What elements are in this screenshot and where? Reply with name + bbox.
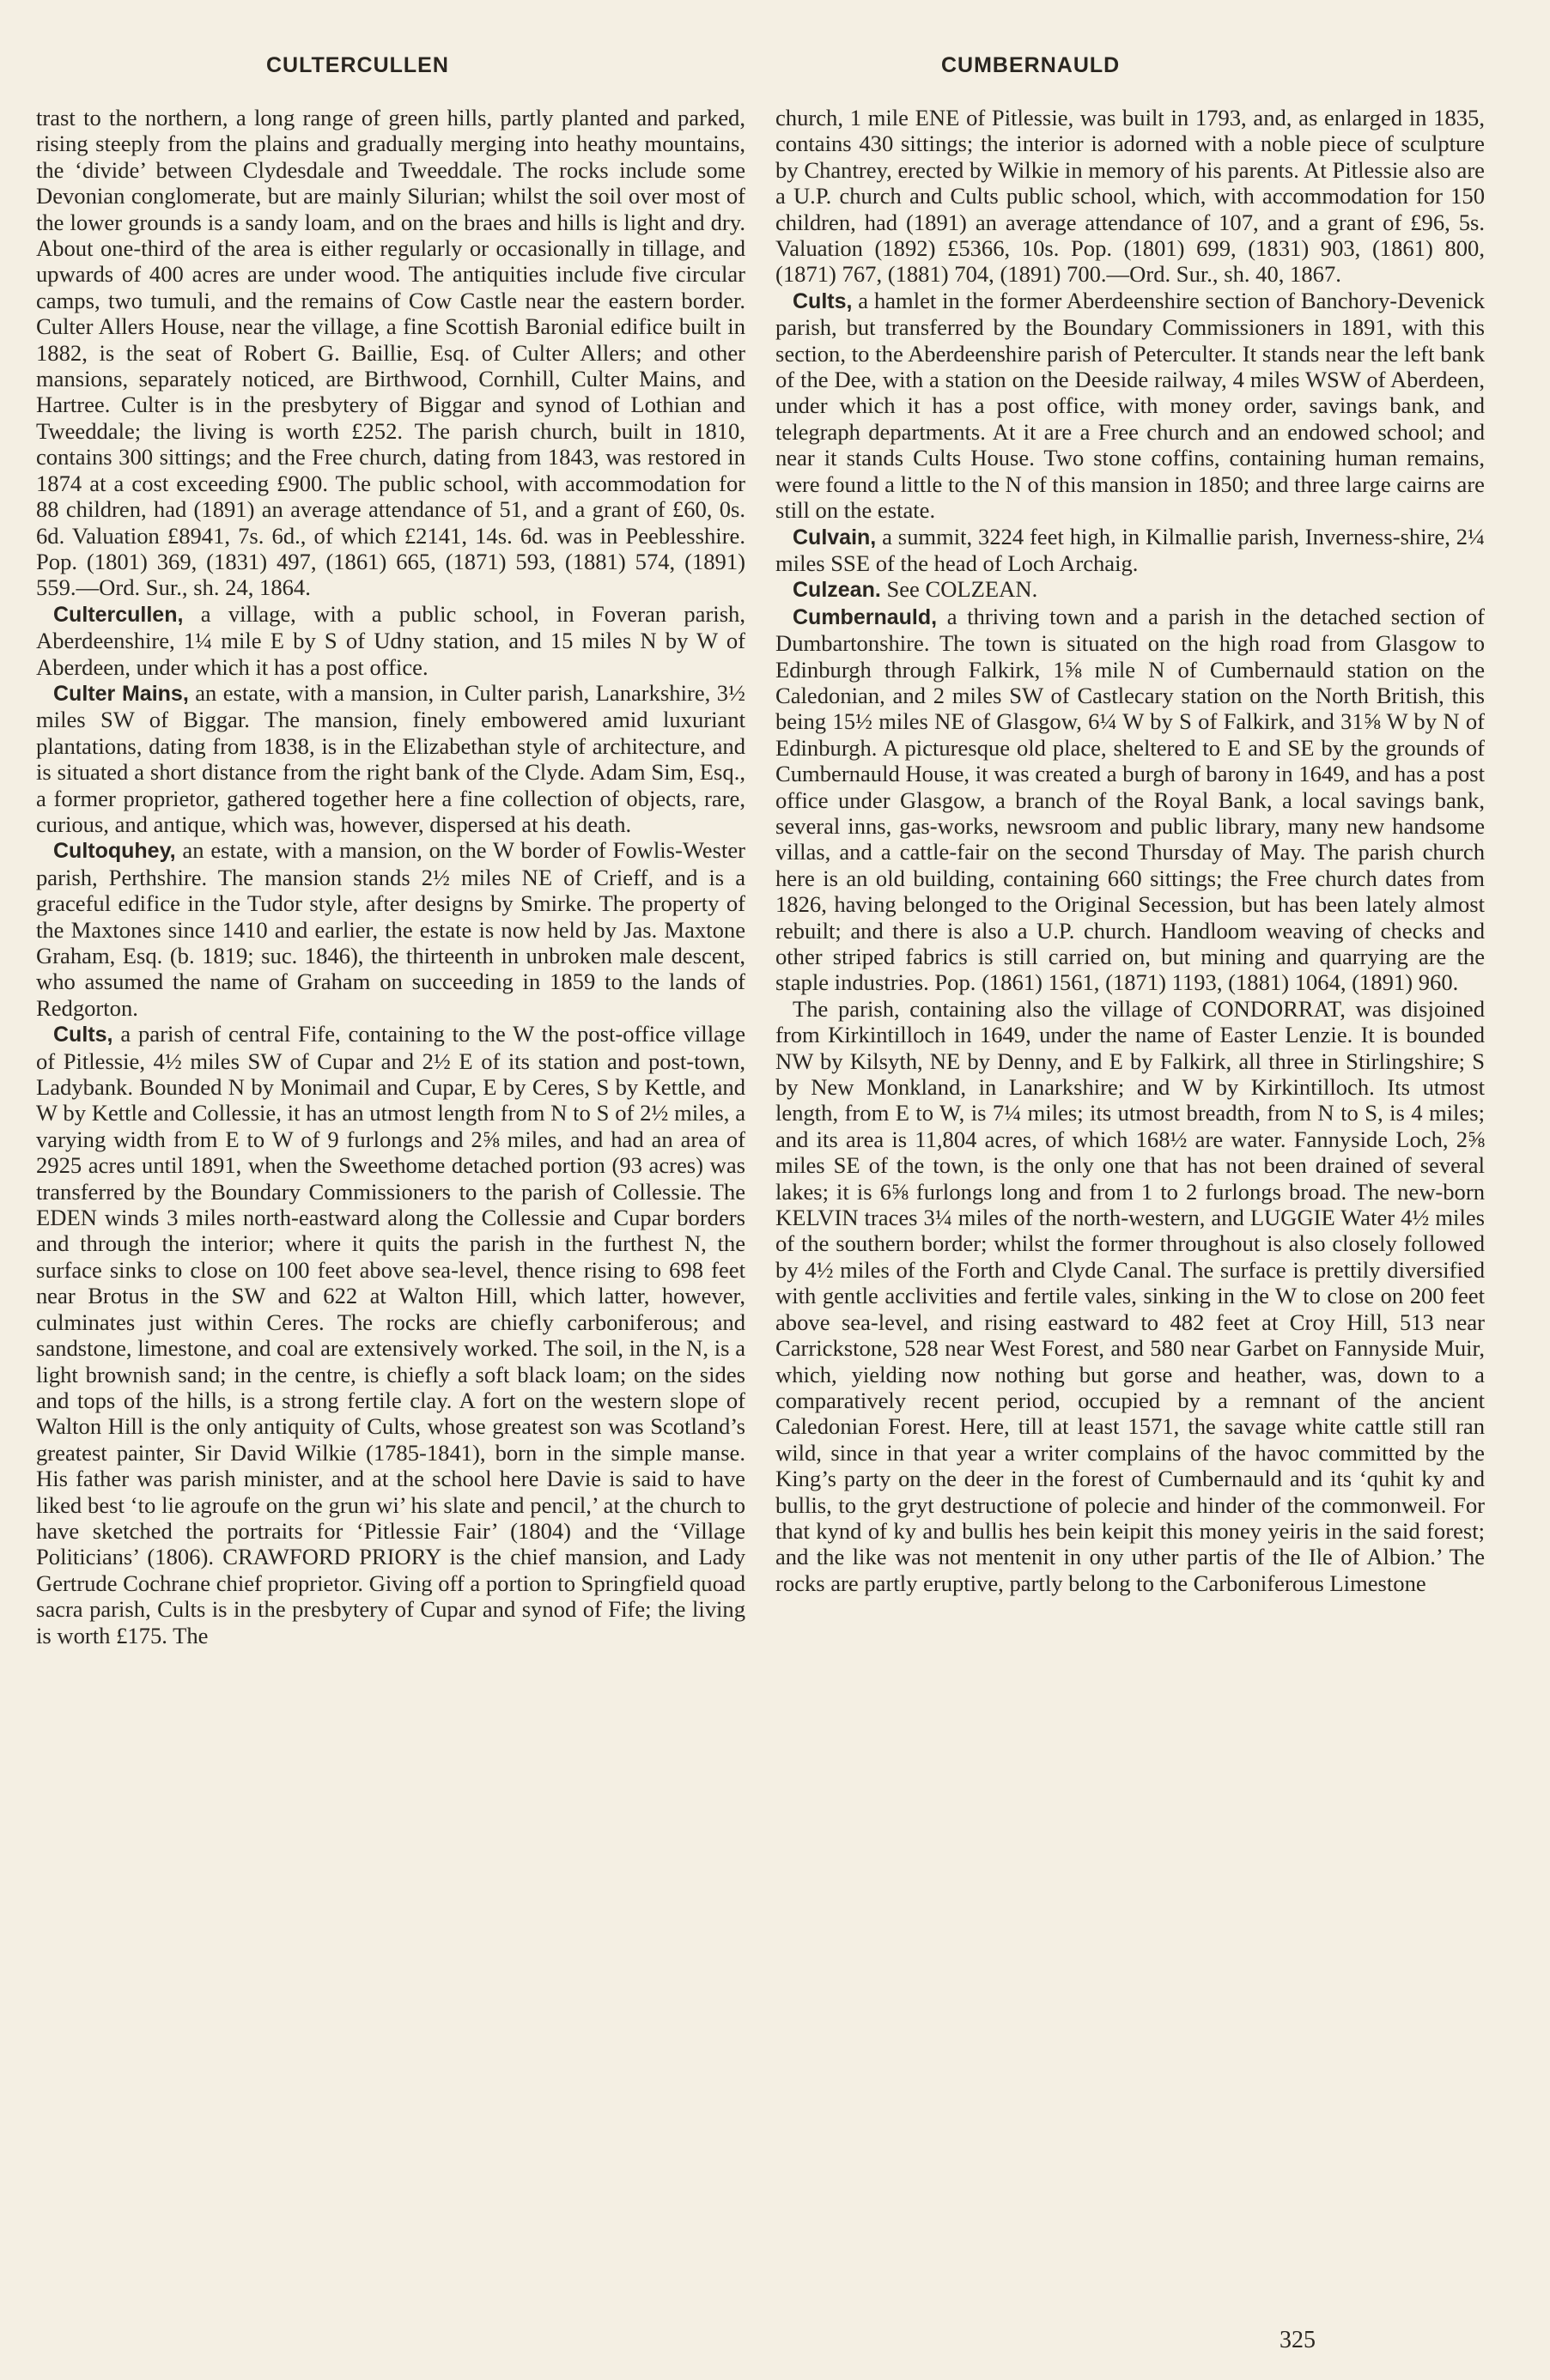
- page-number: 325: [1280, 2327, 1316, 2353]
- entry-headword: Culter Mains,: [53, 681, 189, 706]
- gazetteer-entry: Cumbernauld, a thriving town and a parish in the detached section of Dumbartonshire. The town is situated on the high road from Glasgow to Edinburgh through Falkirk, 1⅝ mile N of Cumbernauld station on the Caledonian, and 2 miles SW of Castlecary station on the North British, this being 15½ miles NE of Glasgow, 6¼ W by S of Falkirk, and 31⅝ W by N of Edinburgh. A picturesque old place, sheltered to E and SE by the grounds of Cumbernauld House, it was created a burgh of barony in 1649, and has a post office under Glasgow, a branch of the Royal Bank, a local savings bank, several inns, gas-works, newsroom and public library, many new handsome villas, and a cattle-fair on the second Thursday of May. The parish church here is an old building, containing 660 sittings; the Free church dates from 1826, having belonged to the Original Secession, but has been lately almost rebuilt; and there is also a U.P. church. Handloom weaving of checks and other striped fabrics is still carried on, but mining and quarrying are the staple industries. Pop. (1861) 1561, (1871) 1193, (1881) 1064, (1891) 960.: [775, 603, 1485, 996]
- entry-headword: Culzean.: [793, 578, 881, 603]
- paragraph: church, 1 mile ENE of Pitlessie, was built in 1793, and, as enlarged in 1835, contains 430 sittings; the interior is adorned with a noble piece of sculpture by Chantrey, erected by Wilkie in memory of his parents. At Pitlessie also are a U.P. church and Cults public school, which, with accommodation for 150 children, had (1891) an average attendance of 107, and a grant of £96, 5s. Valuation (1892) £5366, 10s. Pop. (1801) 699, (1831) 903, (1861) 800, (1871) 767, (1881) 704, (1891) 700.—Ord. Sur., sh. 40, 1867.: [775, 105, 1485, 288]
- gazetteer-entry: Cultoquhey, an estate, with a mansion, on the W border of Fowlis-Wester parish, Perthshire. The mansion stands 2½ miles NE of Crieff, and is a graceful edifice in the Tudor style, after designs by Smirke. The property of the Maxtones since 1410 and earlier, the estate is now held by Jas. Maxtone Graham, Esq. (b. 1819; suc. 1846), the thirteenth in unbroken male descent, who assumed the name of Graham on succeeding in 1859 to the lands of Redgorton.: [36, 837, 745, 1021]
- gazetteer-entry: Cults, a hamlet in the former Aberdeenshire section of Banchory-Devenick parish, but transferred by the Boundary Commissioners in 1891, with this section, to the Aberdeenshire parish of Peterculter. It stands near the left bank of the Dee, with a station on the Deeside railway, 4 miles WSW of Aberdeen, under which it has a post office, with money order, savings bank, and telegraph departments. At it are a Free church and an endowed school; and near it stands Cults House. Two stone coffins, containing human remains, were found a little to the N of this mansion in 1850; and three large cairns are still on the estate.: [775, 287, 1485, 524]
- gazetteer-entry: Culzean. See COLZEAN.: [793, 576, 1038, 603]
- running-header-left: CULTERCULLEN: [266, 53, 449, 77]
- right-column: [775, 105, 1485, 1596]
- entry-headword: Cultoquhey,: [53, 839, 176, 864]
- gazetteer-entry: Cults, a parish of central Fife, containing to the W the post-office village of Pitlessie, 4½ miles SW of Cupar and 2½ E of its station and post-town, Ladybank. Bounded N by Monimail and Cupar, E by Ceres, S by Kettle, and W by Kettle and Collessie, it has an utmost length from N to S of 2½ miles, a varying width from E to W of 9 furlongs and 2⅝ miles, and had an area of 2925 acres until 1891, when the Sweethome detached portion (93 acres) was transferred by the Boundary Commissioners to the parish of Collessie. The EDEN winds 3 miles north-eastward along the Collessie and Cupar borders and through the interior; where it quits the parish in the furthest N, the surface sinks to close on 100 feet above sea-level, thence rising to 698 feet near Brotus in the SW and 622 at Walton Hill, which latter, however, culminates just within Ceres. The rocks are chiefly carboniferous; and sandstone, limestone, and coal are extensively worked. The soil, in the N, is a light brownish sand; in the centre, is chiefly a soft black loam; on the sides and tops of the hills, is a strong fertile clay. A fort on the western slope of Walton Hill is the only antiquity of Cults, whose greatest son was Scotland’s greatest painter, Sir David Wilkie (1785-1841), born in the simple manse. His father was parish minister, and at the school here Davie is said to have liked best ‘to lie agroufe on the grun wi’ his slate and pencil,’ at the church to have sketched the portraits for ‘Pitlessie Fair’ (1804) and the ‘Village Politicians’ (1806). CRAWFORD PRIORY is the chief mansion, and Lady Gertrude Cochrane chief proprietor. Giving off a portion to Springfield quoad sacra parish, Cults is in the presbytery of Cupar and synod of Fife; the living is worth £175. The: [36, 1021, 745, 1648]
- paragraph: trast to the northern, a long range of green hills, partly planted and parked, rising steeply from the plains and gradually merging into heathy mountains, the ‘divide’ between Clydesdale and Tweeddale. The rocks include some Devonian conglomerate, but are mainly Silurian; whilst the soil over most of the lower grounds is a sandy loam, and on the braes and hills is light and dry. About one-third of the area is either regularly or occasionally in tillage, and upwards of 400 acres are under wood. The antiquities include five circular camps, two tumuli, and the remains of Cow Castle near the eastern border. Culter Allers House, near the village, a fine Scottish Baronial edifice built in 1882, is the seat of Robert G. Baillie, Esq. of Culter Allers; and other mansions, separately noticed, are Birthwood, Cornhill, Culter Mains, and Hartree. Culter is in the presbytery of Biggar and synod of Lothian and Tweeddale; the living is worth £252. The parish church, built in 1810, contains 300 sittings; and the Free church, dating from 1843, was restored in 1874 at a cost exceeding £900. The public school, with accommodation for 88 children, had (1891) an average attendance of 51, and a grant of £60, 0s. 6d. Valuation £8941, 7s. 6d., of which £2141, 14s. 6d. was in Peeblesshire. Pop. (1801) 369, (1831) 497, (1861) 665, (1871) 593, (1881) 574, (1891) 559.—Ord. Sur., sh. 24, 1864.: [36, 105, 745, 601]
- entry-headword: Cults,: [793, 288, 853, 313]
- gazetteer-entry: Culter Mains, an estate, with a mansion, in Culter parish, Lanarkshire, 3½ miles SW of Biggar. The mansion, finely embowered amid luxuriant plantations, dating from 1838, is in the Elizabethan style of architecture, and is situated a short distance from the right bank of the Clyde. Adam Sim, Esq., a former proprietor, gathered together here a fine collection of objects, rare, curious, and antique, which was, however, dispersed at his death.: [36, 679, 745, 837]
- entry-headword: Cults,: [53, 1023, 113, 1047]
- gazetteer-entry: Culvain, a summit, 3224 feet high, in Kilmallie parish, Inverness-shire, 2¼ miles SSE of the head of Loch Archaig.: [775, 523, 1485, 576]
- running-header-right: CUMBERNAULD: [941, 53, 1121, 77]
- entry-headword: Cultercullen,: [53, 602, 184, 627]
- paragraph: The parish, containing also the village of CONDORRAT, was disjoined from Kirkintilloch in 1649, under the name of Easter Lenzie. It is bounded NW by Kilsyth, NE by Denny, and E by Falkirk, all three in Stirlingshire; S by New Monkland, in Lanarkshire; and W by Kirkintilloch. Its utmost length, from E to W, is 7¼ miles; its utmost breadth, from N to S, is 4 miles; and its area is 11,804 acres, of which 168½ are water. Fannyside Loch, 2⅝ miles SE of the town, is the only one that has not been drained of several lakes; it is 6⅝ furlongs long and from 1 to 2 furlongs broad. The new-born KELVIN traces 3¼ miles of the north-western, and LUGGIE Water 4½ miles of the southern border; whilst the former throughout is also closely followed by 4½ miles of the Forth and Clyde Canal. The surface is prettily diversified with gentle acclivities and fertile vales, sinking in the W to close on 200 feet above sea-level, and rising eastward to 482 feet at Croy Hill, 513 near Carrickstone, 528 near West Forest, and 580 near Garbet on Fannyside Muir, which, yielding now nothing but gorse and heather, was, down to a comparatively recent period, occupied by a remnant of the ancient Caledonian Forest. Here, till at least 1571, the savage white cattle still ran wild, since in that year a writer complains of the havoc committed by the King’s party on the deer in the forest of Cumbernauld and its ‘quhit ky and bullis, to the gryt destructione of polecie and hinder of the commonweil. For that kynd of ky and bullis hes bein keipit this money yeiris in the said forest; and the like was not mentenit in ony uther partis of the Ile of Albion.’ The rocks are partly eruptive, partly belong to the Carboniferous Limestone: [775, 995, 1485, 1596]
- gazetteer-entry: Cultercullen, a village, with a public school, in Foveran parish, Aberdeenshire, 1¼ mile E by S of Udny station, and 15 miles N by W of Aberdeen, under which it has a post office.: [36, 600, 745, 680]
- entry-headword: Cumbernauld,: [793, 604, 938, 629]
- entry-headword: Culvain,: [793, 525, 877, 549]
- left-column: [36, 105, 745, 1648]
